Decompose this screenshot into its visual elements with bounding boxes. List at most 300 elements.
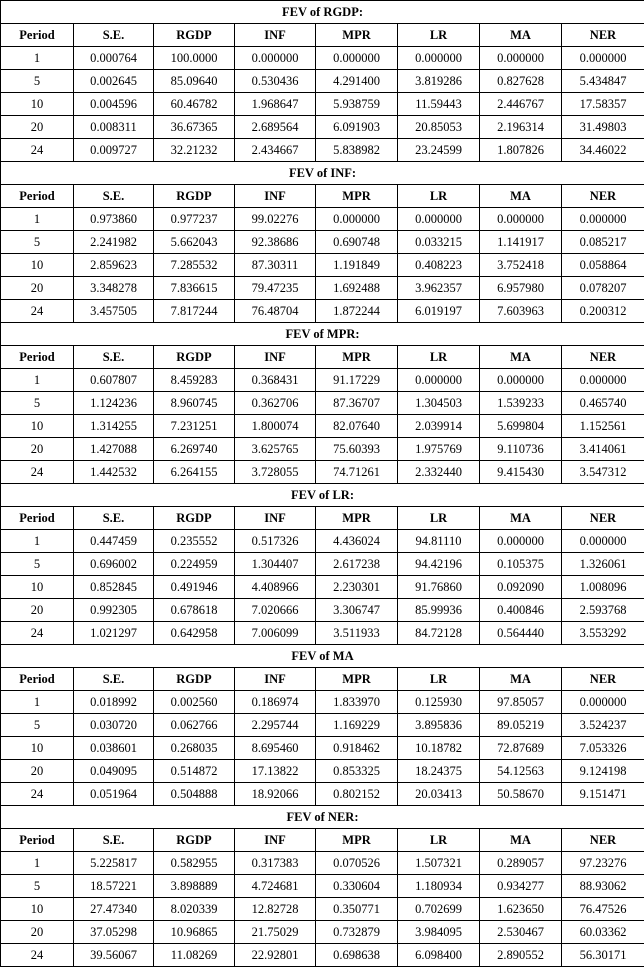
column-header-ma: MA <box>480 668 562 691</box>
cell-period: 24 <box>1 783 74 806</box>
column-header-inf: INF <box>235 507 316 530</box>
column-header-period: Period <box>1 24 74 47</box>
cell-period: 5 <box>1 231 74 254</box>
cell-rgdp: 8.020339 <box>154 898 235 921</box>
cell-inf: 2.434667 <box>235 139 316 162</box>
cell-se: 5.225817 <box>74 852 154 875</box>
cell-inf: 0.368431 <box>235 369 316 392</box>
cell-rgdp: 0.268035 <box>154 737 235 760</box>
cell-period: 20 <box>1 921 74 944</box>
column-header-mpr: MPR <box>316 24 398 47</box>
cell-ner: 0.000000 <box>562 530 644 553</box>
cell-ma: 9.110736 <box>480 438 562 461</box>
column-header-period: Period <box>1 346 74 369</box>
cell-period: 10 <box>1 415 74 438</box>
cell-rgdp: 10.96865 <box>154 921 235 944</box>
cell-rgdp: 7.817244 <box>154 300 235 323</box>
column-header-period: Period <box>1 185 74 208</box>
cell-ma: 1.807826 <box>480 139 562 162</box>
cell-rgdp: 0.224959 <box>154 553 235 576</box>
section-title-row <box>1 484 644 507</box>
cell-inf: 3.728055 <box>235 461 316 484</box>
cell-ner: 0.000000 <box>562 369 644 392</box>
column-header-se: S.E. <box>74 507 154 530</box>
cell-se: 0.018992 <box>74 691 154 714</box>
cell-rgdp: 0.062766 <box>154 714 235 737</box>
cell-mpr: 91.17229 <box>316 369 398 392</box>
cell-ner: 2.593768 <box>562 599 644 622</box>
cell-lr: 2.332440 <box>398 461 480 484</box>
cell-lr: 0.000000 <box>398 208 480 231</box>
section-title: FEV of RGDP: <box>1 1 644 24</box>
column-header-ma: MA <box>480 507 562 530</box>
cell-mpr: 0.802152 <box>316 783 398 806</box>
column-header-period: Period <box>1 668 74 691</box>
cell-se: 0.696002 <box>74 553 154 576</box>
cell-mpr: 0.350771 <box>316 898 398 921</box>
cell-mpr: 4.436024 <box>316 530 398 553</box>
table-row <box>1 852 644 875</box>
cell-ner: 17.58357 <box>562 93 644 116</box>
cell-inf: 4.408966 <box>235 576 316 599</box>
column-header-period: Period <box>1 829 74 852</box>
column-header-inf: INF <box>235 346 316 369</box>
cell-se: 0.973860 <box>74 208 154 231</box>
cell-ma: 54.12563 <box>480 760 562 783</box>
column-header-se: S.E. <box>74 668 154 691</box>
cell-period: 20 <box>1 760 74 783</box>
cell-ma: 50.58670 <box>480 783 562 806</box>
cell-inf: 1.800074 <box>235 415 316 438</box>
column-header-mpr: MPR <box>316 668 398 691</box>
column-header-lr: LR <box>398 185 480 208</box>
cell-lr: 3.819286 <box>398 70 480 93</box>
column-header-period: Period <box>1 507 74 530</box>
cell-inf: 0.362706 <box>235 392 316 415</box>
cell-period: 1 <box>1 208 74 231</box>
cell-se: 0.000764 <box>74 47 154 70</box>
cell-ner: 0.000000 <box>562 691 644 714</box>
cell-ner: 56.30171 <box>562 944 644 967</box>
table-row <box>1 599 644 622</box>
table-row <box>1 116 644 139</box>
cell-ner: 0.465740 <box>562 392 644 415</box>
cell-lr: 18.24375 <box>398 760 480 783</box>
cell-se: 0.038601 <box>74 737 154 760</box>
cell-ma: 2.890552 <box>480 944 562 967</box>
cell-mpr: 2.230301 <box>316 576 398 599</box>
column-header-ma: MA <box>480 24 562 47</box>
cell-ma: 0.105375 <box>480 553 562 576</box>
cell-ner: 1.152561 <box>562 415 644 438</box>
cell-rgdp: 0.002560 <box>154 691 235 714</box>
table-row <box>1 553 644 576</box>
table-row <box>1 691 644 714</box>
cell-period: 10 <box>1 254 74 277</box>
column-header-lr: LR <box>398 24 480 47</box>
cell-period: 20 <box>1 438 74 461</box>
table-row <box>1 392 644 415</box>
cell-ma: 0.827628 <box>480 70 562 93</box>
table-row <box>1 139 644 162</box>
cell-ma: 0.000000 <box>480 530 562 553</box>
cell-lr: 0.000000 <box>398 47 480 70</box>
cell-inf: 4.724681 <box>235 875 316 898</box>
column-header-se: S.E. <box>74 185 154 208</box>
cell-ner: 60.03362 <box>562 921 644 944</box>
cell-rgdp: 7.231251 <box>154 415 235 438</box>
cell-inf: 99.02276 <box>235 208 316 231</box>
cell-lr: 10.18782 <box>398 737 480 760</box>
cell-ner: 3.414061 <box>562 438 644 461</box>
table-row <box>1 576 644 599</box>
section-title-row <box>1 645 644 668</box>
cell-inf: 12.82728 <box>235 898 316 921</box>
column-header-inf: INF <box>235 829 316 852</box>
column-header-ner: NER <box>562 185 644 208</box>
cell-rgdp: 8.459283 <box>154 369 235 392</box>
cell-inf: 1.968647 <box>235 93 316 116</box>
column-header-row <box>1 185 644 208</box>
cell-lr: 3.962357 <box>398 277 480 300</box>
cell-period: 10 <box>1 737 74 760</box>
cell-ner: 0.200312 <box>562 300 644 323</box>
cell-inf: 0.530436 <box>235 70 316 93</box>
cell-se: 0.051964 <box>74 783 154 806</box>
column-header-ma: MA <box>480 185 562 208</box>
column-header-mpr: MPR <box>316 346 398 369</box>
cell-inf: 76.48704 <box>235 300 316 323</box>
column-header-mpr: MPR <box>316 185 398 208</box>
cell-period: 5 <box>1 553 74 576</box>
cell-ner: 3.553292 <box>562 622 644 645</box>
cell-mpr: 1.169229 <box>316 714 398 737</box>
cell-lr: 94.81110 <box>398 530 480 553</box>
cell-lr: 3.984095 <box>398 921 480 944</box>
cell-mpr: 0.330604 <box>316 875 398 898</box>
cell-lr: 84.72128 <box>398 622 480 645</box>
cell-mpr: 0.853325 <box>316 760 398 783</box>
cell-lr: 0.702699 <box>398 898 480 921</box>
column-header-mpr: MPR <box>316 507 398 530</box>
section-title-row <box>1 1 644 24</box>
column-header-row <box>1 668 644 691</box>
cell-ma: 2.530467 <box>480 921 562 944</box>
column-header-ner: NER <box>562 829 644 852</box>
column-header-row <box>1 24 644 47</box>
cell-ner: 0.058864 <box>562 254 644 277</box>
cell-period: 5 <box>1 875 74 898</box>
cell-lr: 0.408223 <box>398 254 480 277</box>
table-row <box>1 783 644 806</box>
cell-se: 2.241982 <box>74 231 154 254</box>
cell-ner: 0.000000 <box>562 208 644 231</box>
column-header-ma: MA <box>480 829 562 852</box>
column-header-ner: NER <box>562 346 644 369</box>
cell-lr: 6.098400 <box>398 944 480 967</box>
cell-period: 10 <box>1 898 74 921</box>
column-header-rgdp: RGDP <box>154 507 235 530</box>
section-title-row <box>1 806 644 829</box>
cell-mpr: 0.000000 <box>316 208 398 231</box>
table-row <box>1 93 644 116</box>
cell-ma: 0.289057 <box>480 852 562 875</box>
cell-inf: 8.695460 <box>235 737 316 760</box>
cell-rgdp: 3.898889 <box>154 875 235 898</box>
cell-rgdp: 7.836615 <box>154 277 235 300</box>
table-row <box>1 438 644 461</box>
cell-lr: 85.99936 <box>398 599 480 622</box>
cell-ner: 34.46022 <box>562 139 644 162</box>
cell-lr: 91.76860 <box>398 576 480 599</box>
cell-se: 1.442532 <box>74 461 154 484</box>
cell-inf: 1.304407 <box>235 553 316 576</box>
cell-se: 0.008311 <box>74 116 154 139</box>
cell-lr: 1.304503 <box>398 392 480 415</box>
cell-ner: 0.078207 <box>562 277 644 300</box>
cell-mpr: 6.091903 <box>316 116 398 139</box>
cell-rgdp: 6.264155 <box>154 461 235 484</box>
cell-ner: 31.49803 <box>562 116 644 139</box>
cell-ma: 3.752418 <box>480 254 562 277</box>
section-title: FEV of INF: <box>1 162 644 185</box>
cell-ma: 5.699804 <box>480 415 562 438</box>
column-header-row <box>1 829 644 852</box>
cell-mpr: 1.692488 <box>316 277 398 300</box>
cell-mpr: 0.918462 <box>316 737 398 760</box>
cell-ner: 7.053326 <box>562 737 644 760</box>
cell-mpr: 1.191849 <box>316 254 398 277</box>
cell-lr: 1.180934 <box>398 875 480 898</box>
column-header-lr: LR <box>398 829 480 852</box>
column-header-rgdp: RGDP <box>154 24 235 47</box>
cell-mpr: 0.732879 <box>316 921 398 944</box>
cell-inf: 0.186974 <box>235 691 316 714</box>
cell-se: 0.004596 <box>74 93 154 116</box>
cell-rgdp: 36.67365 <box>154 116 235 139</box>
cell-se: 0.030720 <box>74 714 154 737</box>
cell-se: 0.049095 <box>74 760 154 783</box>
cell-lr: 6.019197 <box>398 300 480 323</box>
cell-ma: 9.415430 <box>480 461 562 484</box>
cell-inf: 92.38686 <box>235 231 316 254</box>
column-header-lr: LR <box>398 507 480 530</box>
cell-ma: 2.196314 <box>480 116 562 139</box>
column-header-rgdp: RGDP <box>154 668 235 691</box>
cell-ner: 5.434847 <box>562 70 644 93</box>
cell-rgdp: 0.678618 <box>154 599 235 622</box>
cell-rgdp: 0.235552 <box>154 530 235 553</box>
cell-ma: 1.623650 <box>480 898 562 921</box>
cell-inf: 2.295744 <box>235 714 316 737</box>
cell-period: 1 <box>1 530 74 553</box>
cell-rgdp: 7.285532 <box>154 254 235 277</box>
cell-se: 3.348278 <box>74 277 154 300</box>
cell-se: 0.002645 <box>74 70 154 93</box>
cell-se: 1.021297 <box>74 622 154 645</box>
column-header-rgdp: RGDP <box>154 829 235 852</box>
cell-se: 1.314255 <box>74 415 154 438</box>
cell-mpr: 0.698638 <box>316 944 398 967</box>
table-row <box>1 254 644 277</box>
column-header-inf: INF <box>235 185 316 208</box>
cell-rgdp: 85.09640 <box>154 70 235 93</box>
section-title: FEV of MPR: <box>1 323 644 346</box>
cell-period: 10 <box>1 93 74 116</box>
cell-ner: 97.23276 <box>562 852 644 875</box>
cell-se: 27.47340 <box>74 898 154 921</box>
cell-se: 0.009727 <box>74 139 154 162</box>
cell-period: 1 <box>1 47 74 70</box>
cell-ner: 9.151471 <box>562 783 644 806</box>
fev-table-body <box>1 1 644 967</box>
cell-period: 5 <box>1 714 74 737</box>
cell-inf: 87.30311 <box>235 254 316 277</box>
table-row <box>1 277 644 300</box>
column-header-ma: MA <box>480 346 562 369</box>
cell-period: 24 <box>1 300 74 323</box>
cell-inf: 7.006099 <box>235 622 316 645</box>
cell-period: 20 <box>1 116 74 139</box>
cell-period: 5 <box>1 70 74 93</box>
cell-lr: 1.507321 <box>398 852 480 875</box>
cell-mpr: 2.617238 <box>316 553 398 576</box>
cell-rgdp: 0.491946 <box>154 576 235 599</box>
cell-inf: 7.020666 <box>235 599 316 622</box>
cell-lr: 1.975769 <box>398 438 480 461</box>
cell-period: 24 <box>1 622 74 645</box>
cell-mpr: 3.306747 <box>316 599 398 622</box>
cell-inf: 0.517326 <box>235 530 316 553</box>
column-header-row <box>1 346 644 369</box>
cell-mpr: 3.511933 <box>316 622 398 645</box>
column-header-ner: NER <box>562 24 644 47</box>
cell-ma: 7.603963 <box>480 300 562 323</box>
cell-ma: 0.092090 <box>480 576 562 599</box>
cell-ma: 89.05219 <box>480 714 562 737</box>
cell-lr: 23.24599 <box>398 139 480 162</box>
cell-lr: 20.03413 <box>398 783 480 806</box>
cell-rgdp: 8.960745 <box>154 392 235 415</box>
cell-ner: 9.124198 <box>562 760 644 783</box>
table-row <box>1 300 644 323</box>
cell-mpr: 87.36707 <box>316 392 398 415</box>
cell-lr: 11.59443 <box>398 93 480 116</box>
cell-mpr: 1.872244 <box>316 300 398 323</box>
cell-period: 5 <box>1 392 74 415</box>
cell-rgdp: 5.662043 <box>154 231 235 254</box>
table-row <box>1 369 644 392</box>
cell-mpr: 5.838982 <box>316 139 398 162</box>
column-header-inf: INF <box>235 668 316 691</box>
cell-period: 1 <box>1 691 74 714</box>
cell-mpr: 0.070526 <box>316 852 398 875</box>
column-header-row <box>1 507 644 530</box>
column-header-se: S.E. <box>74 24 154 47</box>
cell-ner: 3.524237 <box>562 714 644 737</box>
cell-inf: 3.625765 <box>235 438 316 461</box>
table-row <box>1 921 644 944</box>
table-row <box>1 714 644 737</box>
cell-se: 0.992305 <box>74 599 154 622</box>
cell-lr: 0.033215 <box>398 231 480 254</box>
cell-inf: 17.13822 <box>235 760 316 783</box>
cell-rgdp: 0.582955 <box>154 852 235 875</box>
column-header-inf: INF <box>235 24 316 47</box>
cell-ma: 6.957980 <box>480 277 562 300</box>
cell-period: 24 <box>1 139 74 162</box>
cell-period: 20 <box>1 277 74 300</box>
cell-ma: 0.564440 <box>480 622 562 645</box>
table-row <box>1 415 644 438</box>
table-row <box>1 231 644 254</box>
column-header-ner: NER <box>562 668 644 691</box>
cell-lr: 0.125930 <box>398 691 480 714</box>
cell-se: 1.427088 <box>74 438 154 461</box>
cell-ner: 0.085217 <box>562 231 644 254</box>
cell-se: 0.852845 <box>74 576 154 599</box>
cell-ma: 0.000000 <box>480 208 562 231</box>
cell-period: 1 <box>1 369 74 392</box>
cell-lr: 0.000000 <box>398 369 480 392</box>
cell-period: 1 <box>1 852 74 875</box>
cell-mpr: 0.000000 <box>316 47 398 70</box>
cell-rgdp: 100.0000 <box>154 47 235 70</box>
table-row <box>1 208 644 231</box>
table-row <box>1 47 644 70</box>
column-header-rgdp: RGDP <box>154 346 235 369</box>
cell-se: 1.124236 <box>74 392 154 415</box>
cell-rgdp: 0.514872 <box>154 760 235 783</box>
column-header-mpr: MPR <box>316 829 398 852</box>
cell-ma: 1.539233 <box>480 392 562 415</box>
cell-inf: 21.75029 <box>235 921 316 944</box>
cell-ma: 97.85057 <box>480 691 562 714</box>
cell-lr: 2.039914 <box>398 415 480 438</box>
section-title-row <box>1 162 644 185</box>
cell-mpr: 4.291400 <box>316 70 398 93</box>
cell-se: 39.56067 <box>74 944 154 967</box>
column-header-se: S.E. <box>74 346 154 369</box>
cell-period: 24 <box>1 461 74 484</box>
cell-rgdp: 32.21232 <box>154 139 235 162</box>
cell-mpr: 1.833970 <box>316 691 398 714</box>
cell-inf: 79.47235 <box>235 277 316 300</box>
cell-lr: 20.85053 <box>398 116 480 139</box>
cell-inf: 18.92066 <box>235 783 316 806</box>
cell-ner: 88.93062 <box>562 875 644 898</box>
cell-ma: 1.141917 <box>480 231 562 254</box>
cell-period: 10 <box>1 576 74 599</box>
table-row <box>1 530 644 553</box>
table-row <box>1 737 644 760</box>
cell-period: 20 <box>1 599 74 622</box>
cell-se: 0.447459 <box>74 530 154 553</box>
cell-ner: 3.547312 <box>562 461 644 484</box>
section-title-row <box>1 323 644 346</box>
cell-mpr: 75.60393 <box>316 438 398 461</box>
cell-inf: 22.92801 <box>235 944 316 967</box>
cell-lr: 94.42196 <box>398 553 480 576</box>
cell-se: 2.859623 <box>74 254 154 277</box>
cell-ma: 72.87689 <box>480 737 562 760</box>
cell-inf: 2.689564 <box>235 116 316 139</box>
cell-lr: 3.895836 <box>398 714 480 737</box>
cell-rgdp: 11.08269 <box>154 944 235 967</box>
column-header-rgdp: RGDP <box>154 185 235 208</box>
cell-period: 24 <box>1 944 74 967</box>
table-row <box>1 461 644 484</box>
